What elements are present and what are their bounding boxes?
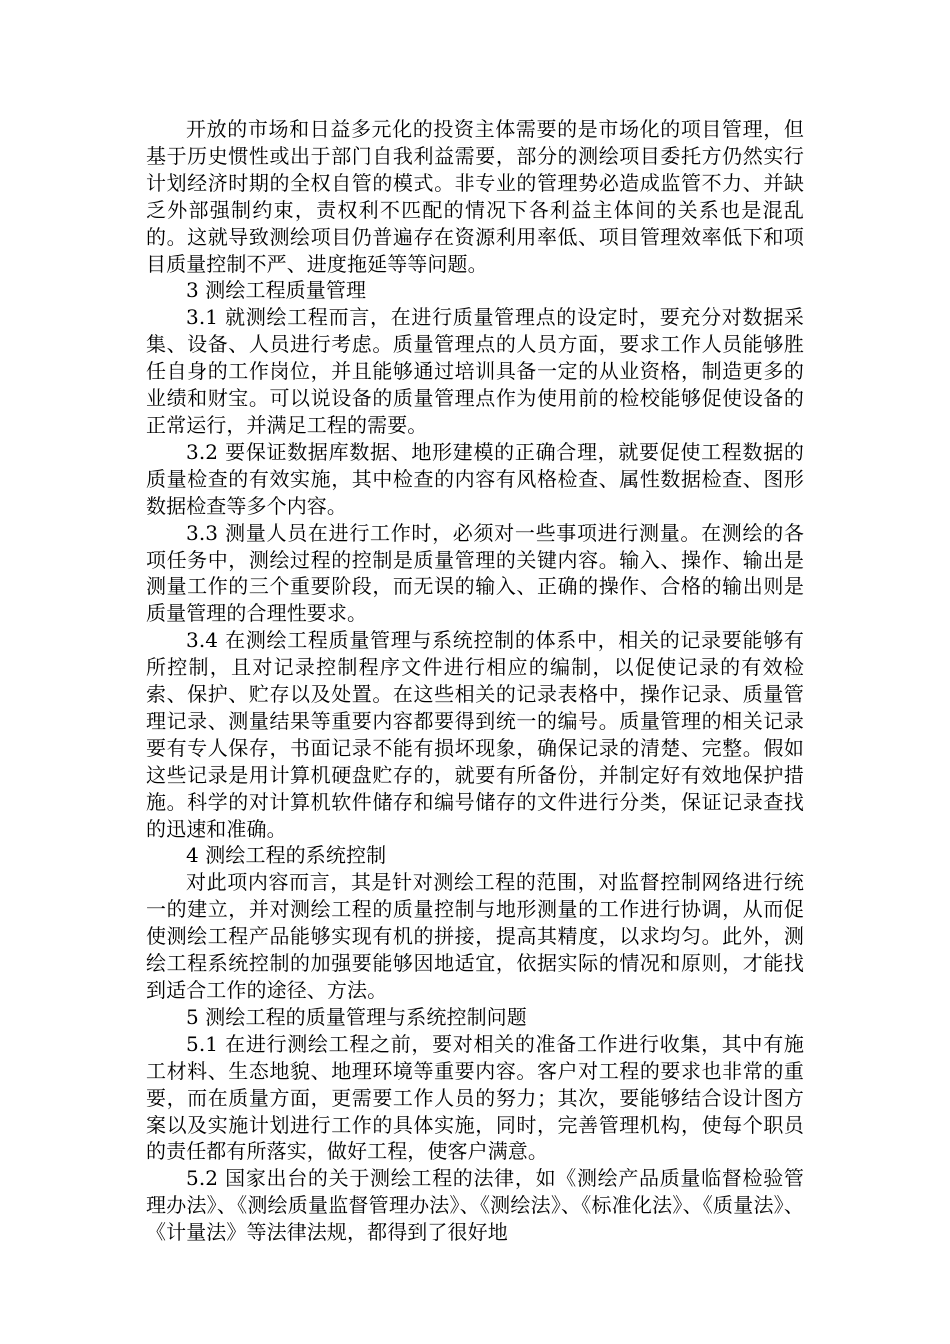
paragraph-3-2: 3.2 要保证数据库数据、地形建模的正确合理，就要促使工程数据的质量检查的有效实施，其中检查的内容有风格检查、属性数据检查、图形数据检查等多个内容。 [146,439,804,518]
section-heading-3: 3 测绘工程质量管理 [186,278,367,303]
paragraph-5-1: 5.1 在进行测绘工程之前，要对相关的准备工作进行收集，其中有施工材料、生态地貌、地理环境等重要内容。客户对工程的要求也非常的重要，而在质量方面，更需要工作人员的努力；其次，要能够结合设计图方案以及实施计划进行工作的具体实施，同时，完善管理机构，使每个职员的责任都有所落实，做好工程，使客户满意。 [146,1031,804,1164]
paragraph-3-3: 3.3 测量人员在进行工作时，必须对一些事项进行测量。在测绘的各项任务中，测绘过程的控制是质量管理的关键内容。输入、操作、输出是测量工作的三个重要阶段，而无误的输入、正确的操作、合格的输出则是质量管理的合理性要求。 [146,520,804,626]
paragraph-3-1: 3.1 就测绘工程而言，在进行质量管理点的设定时，要充分对数据采集、设备、人员进行考虑。质量管理点的人员方面，要求工作人员能够胜任自身的工作岗位，并且能够通过培训具备一定的从业资格，制造更多的业绩和财宝。可以说设备的质量管理点作为使用前的检校能够促使设备的正常运行，并满足工程的需要。 [146,305,804,437]
paragraph-4: 对此项内容而言，其是针对测绘工程的范围，对监督控制网络进行统一的建立，并对测绘工程的质量控制与地形测量的工作进行协调，从而促使测绘工程产品能够实现有机的拼接，提高其精度，以求均匀。此外，测绘工程系统控制的加强要能够因地适宜，依据实际的情况和原则，才能找到适合工作的途径、方法。 [146,870,804,1002]
document-body [146,116,804,1246]
section-heading-5: 5 测绘工程的质量管理与系统控制问题 [186,1004,527,1029]
paragraph-3-4: 3.4 在测绘工程质量管理与系统控制的体系中，相关的记录要能够有所控制，且对记录控制程序文件进行相应的编制，以促使记录的有效检索、保护、贮存以及处置。在这些相关的记录表格中，操作记录、质量管理记录、测量结果等重要内容都要得到统一的编号。质量管理的相关记录要有专人保存，书面记录不能有损坏现象，确保记录的清楚、完整。假如这些记录是用计算机硬盘贮存的，就要有所备份，并制定好有效地保护措施。科学的对计算机软件储存和编号储存的文件进行分类，保证记录查找的迅速和准确。 [146,628,804,841]
paragraph-intro: 开放的市场和日益多元化的投资主体需要的是市场化的项目管理，但基于历史惯性或出于部门自我利益需要，部分的测绘项目委托方仍然实行计划经济时期的全权自管的模式。非专业的管理势必造成监管不力、并缺乏外部强制约束，责权利不匹配的情况下各利益主体间的关系也是混乱的。这就导致测绘项目仍普遍存在资源利用率低、项目管理效率低下和项目质量控制不严、进度拖延等等问题。 [146,117,804,276]
section-heading-4: 4 测绘工程的系统控制 [186,843,387,868]
paragraph-5-2: 5.2 国家出台的关于测绘工程的法律，如《测绘产品质量临督检验管理办法》、《测绘质量监督管理办法》、《测绘法》、《标准化法》、《质量法》、《计量法》等法律法规，都得到了很好地 [146,1166,804,1245]
